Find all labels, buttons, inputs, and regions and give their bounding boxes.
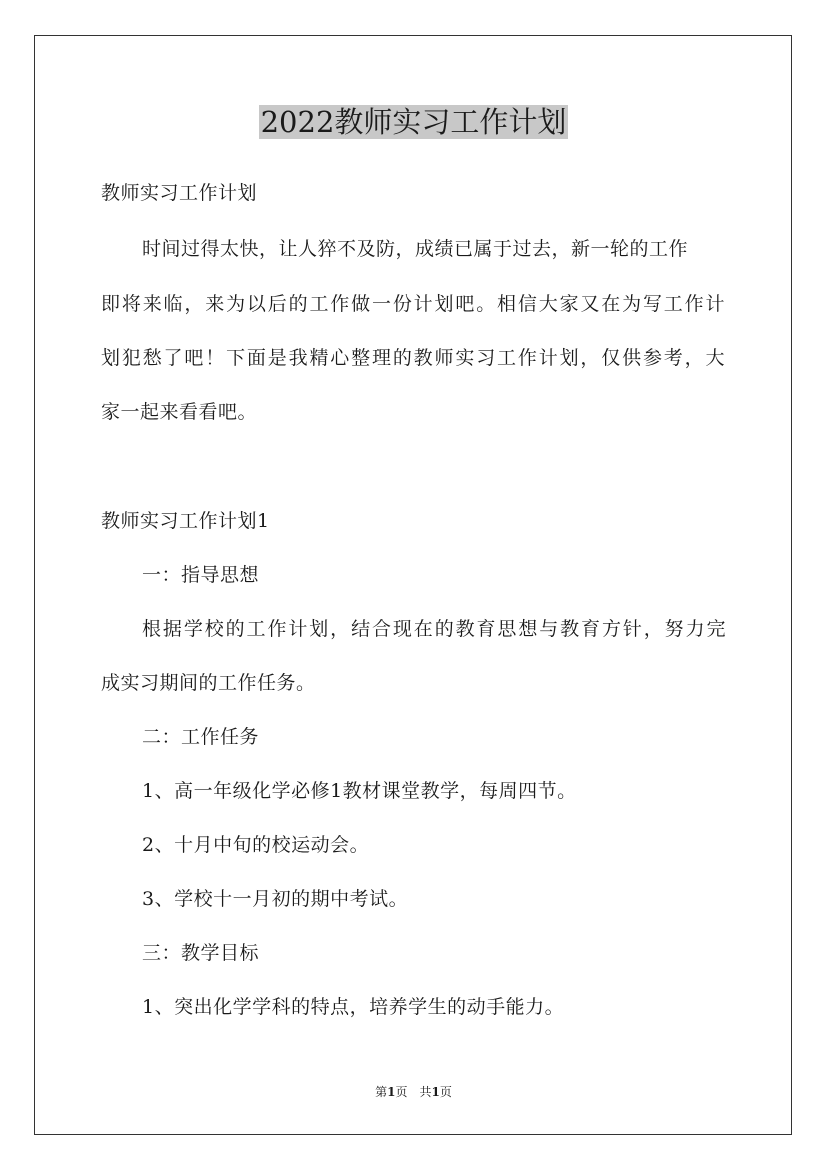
footer-total-suffix: 页 [439,1085,452,1099]
paragraph-line: 划犯愁了吧！下面是我精心整理的教师实习工作计划，仅供参考，大 [101,347,725,369]
document-title [0,104,827,140]
subsection-heading: 二：工作任务 [142,726,260,748]
paragraph-line: 家一起来看看吧。 [101,401,258,423]
list-item: 1、突出化学学科的特点，培养学生的动手能力。 [142,996,565,1018]
footer-page-suffix: 页 [395,1085,408,1099]
paragraph-line: 成实习期间的工作任务。 [101,672,316,694]
page-footer [0,1084,827,1100]
footer-total-prefix: 共 [419,1085,432,1099]
list-item: 1、高一年级化学必修1教材课堂教学，每周四节。 [142,780,577,802]
paragraph-line: 根据学校的工作计划，结合现在的教育思想与教育方针，努力完 [142,618,726,640]
paragraph-line: 时间过得太快，让人猝不及防，成绩已属于过去，新一轮的工作 [142,238,689,260]
section-heading: 教师实习工作计划 [101,182,258,204]
list-item: 2、十月中旬的校运动会。 [142,834,370,856]
subsection-heading: 三：教学目标 [142,942,260,964]
subsection-heading: 一：指导思想 [142,564,260,586]
footer-total-number: 1 [431,1085,440,1099]
footer-page-prefix: 第 [375,1085,388,1099]
section-heading: 教师实习工作计划1 [101,510,270,532]
title-text: 2022教师实习工作计划 [260,105,567,139]
list-item: 3、学校十一月初的期中考试。 [142,888,409,910]
paragraph-line: 即将来临，来为以后的工作做一份计划吧。相信大家又在为写工作计 [101,293,725,315]
footer-page-number: 1 [387,1085,396,1099]
